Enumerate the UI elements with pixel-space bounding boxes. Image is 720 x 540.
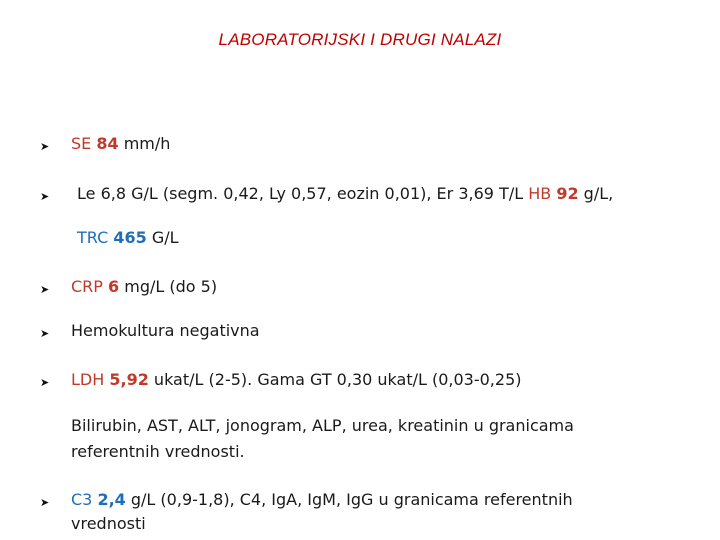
c3-line-2: vrednosti xyxy=(71,514,146,533)
bullet-arrow-icon: ➤ xyxy=(40,496,50,509)
crp-unit: mg/L (do 5) xyxy=(119,277,218,296)
bullet-arrow-icon: ➤ xyxy=(40,140,50,153)
se-unit: mm/h xyxy=(118,134,171,153)
hb-unit: g/L, xyxy=(578,184,614,203)
crp-line xyxy=(71,277,217,297)
crp-value: 6 xyxy=(108,277,120,296)
ldh-label: LDH xyxy=(71,370,105,389)
se-line xyxy=(71,134,170,154)
bullet-arrow-icon: ➤ xyxy=(40,283,50,296)
c3-line xyxy=(71,490,573,510)
c3-value: 2,4 xyxy=(97,490,126,509)
c3-rest: g/L (0,9-1,8), C4, IgA, IgM, IgG u granicama referentnih xyxy=(125,490,573,509)
bullet-arrow-icon: ➤ xyxy=(40,327,50,340)
hb-value: 92 xyxy=(556,184,579,203)
hb-label: HB xyxy=(528,184,552,203)
le-text: Le 6,8 G/L (segm. 0,42, Ly 0,57, eozin 0,01), Er 3,69 T/L xyxy=(77,184,529,203)
bilirubin-line-2: referentnih vrednosti. xyxy=(71,442,245,461)
bullet-arrow-icon: ➤ xyxy=(40,376,50,389)
se-label: SE xyxy=(71,134,92,153)
ldh-line xyxy=(71,370,522,390)
trc-label: TRC xyxy=(77,228,109,247)
ldh-value: 5,92 xyxy=(109,370,149,389)
ldh-rest: ukat/L (2-5). Gama GT 0,30 ukat/L (0,03-0,25) xyxy=(148,370,522,389)
trc-unit: G/L xyxy=(146,228,179,247)
le-line xyxy=(77,184,613,204)
hemokultura-line: Hemokultura negativna xyxy=(71,321,260,340)
c3-label: C3 xyxy=(71,490,93,509)
bullet-arrow-icon: ➤ xyxy=(40,190,50,203)
bilirubin-line-1: Bilirubin, AST, ALT, jonogram, ALP, urea, kreatinin u granicama xyxy=(71,416,574,435)
crp-label: CRP xyxy=(71,277,103,296)
trc-line xyxy=(77,228,179,248)
trc-value: 465 xyxy=(113,228,147,247)
page-title: LABORATORIJSKI I DRUGI NALAZI xyxy=(218,30,502,49)
se-value: 84 xyxy=(96,134,119,153)
